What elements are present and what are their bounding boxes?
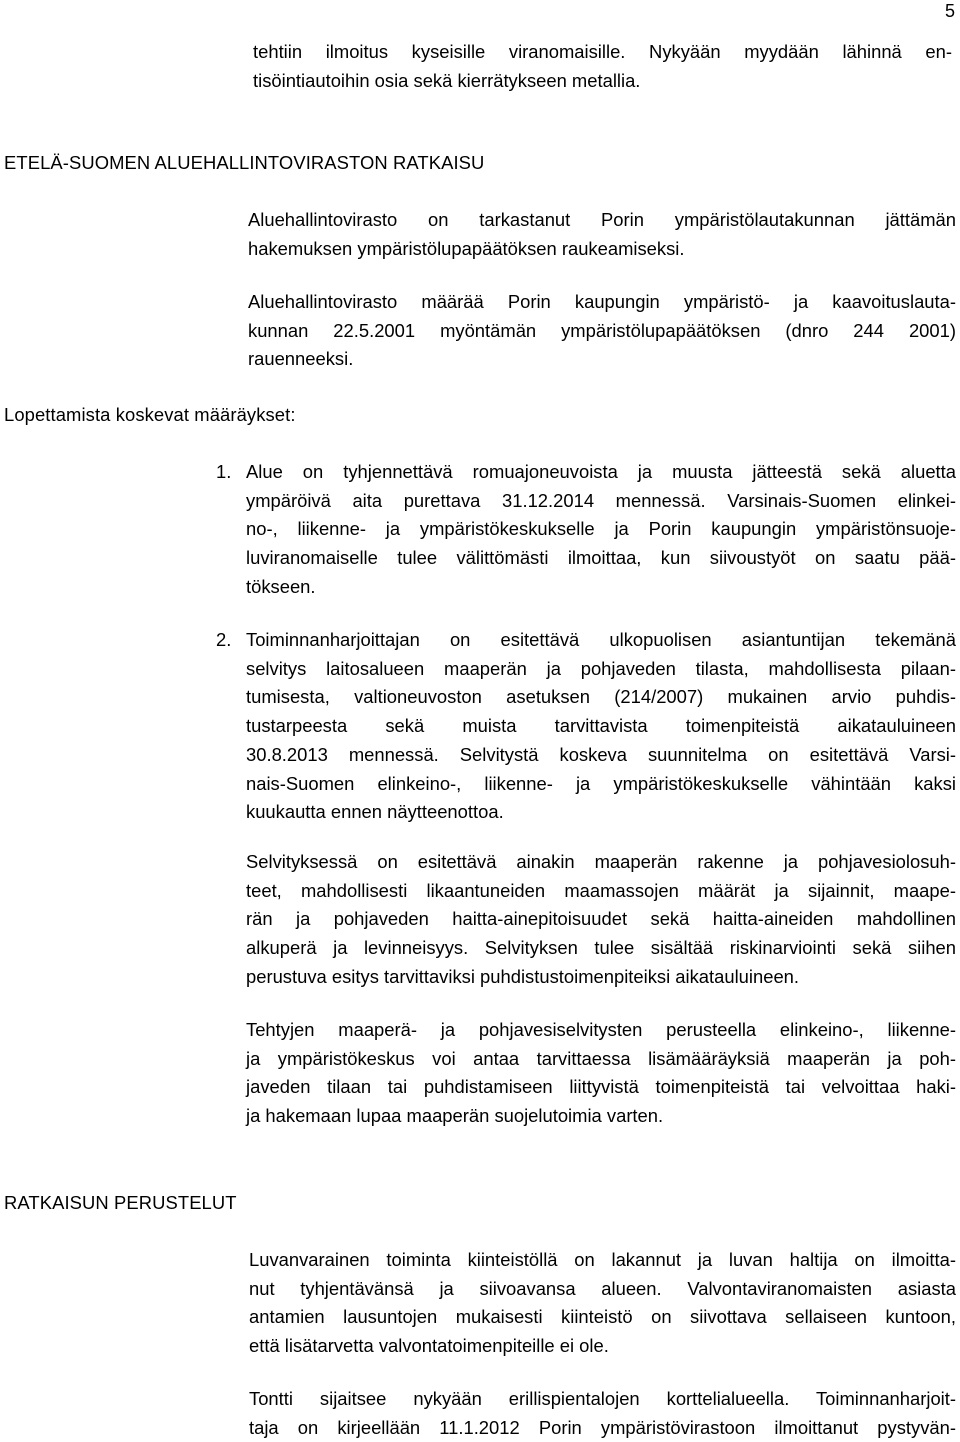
closure-item-2-paragraph-2 bbox=[246, 848, 956, 992]
text-line: tehtiin ilmoitus kyseisille viranomaisille. Nykyään myydään lähinnä en- bbox=[253, 41, 952, 62]
text-line: luviranomaiselle tulee välittömästi ilmoittaa, kun siivoustyöt on saatu pää- bbox=[246, 547, 956, 569]
text-line: alkuperä ja levinneisyys. Selvityksen tulee sisältää riskinarviointi sekä siihen bbox=[246, 937, 956, 959]
text-line: rän ja pohjaveden haitta-ainepitoisuudet sekä haitta-aineiden mahdollinen bbox=[246, 908, 956, 930]
text-line: nais-Suomen elinkeino-, liikenne- ja ympäristökeskukselle vähintään kaksi bbox=[246, 772, 956, 794]
intro-paragraph bbox=[253, 38, 952, 95]
text-line: kuukautta ennen näytteenottoa. bbox=[246, 801, 504, 823]
text-line: antamien lausuntojen mukaisesti kiinteistö on siivottava sellaiseen kuntoon, bbox=[249, 1306, 956, 1328]
text-line: hakemuksen ympäristölupapäätöksen raukeamiseksi. bbox=[248, 237, 685, 259]
text-line: ja ympäristökeskus voi antaa tarvittaessa lisämääräyksiä maaperän ja poh- bbox=[246, 1047, 956, 1069]
text-line: ympäröivä aita purettava 31.12.2014 mennessä. Varsinais-Suomen elinkei- bbox=[246, 489, 956, 511]
reasons-paragraph-2 bbox=[249, 1385, 956, 1442]
list-item-number-1: 1. bbox=[216, 461, 232, 482]
text-line: 30.8.2013 mennessä. Selvitystä koskeva suunnitelma on esitettävä Varsi- bbox=[246, 743, 956, 765]
text-line: no-, liikenne- ja ympäristökeskukselle ja Porin kaupungin ympäristönsuoje- bbox=[246, 518, 956, 540]
text-line: taja on kirjeellään 11.1.2012 Porin ympäristövirastoon ilmoittanut pystyvän- bbox=[249, 1416, 956, 1438]
text-line: Tontti sijaitsee nykyään erillispientalojen korttelialueella. Toiminnanharjoit- bbox=[249, 1388, 956, 1409]
text-line: rauenneeksi. bbox=[248, 348, 354, 370]
text-line: tisöintiautoihin osia sekä kierrätykseen metallia. bbox=[253, 69, 641, 91]
text-line: teet, mahdollisesti likaantuneiden maamassojen määrät ja sijainnit, maape- bbox=[246, 879, 956, 901]
closure-heading: Lopettamista koskevat määräykset: bbox=[4, 404, 296, 425]
text-line: tökseen. bbox=[246, 575, 316, 597]
text-line: tustarpeesta sekä muista tarvittavista toimenpiteistä aikatauluineen bbox=[246, 715, 956, 737]
reasons-paragraph-1 bbox=[249, 1246, 956, 1361]
list-item-number-2: 2. bbox=[216, 629, 232, 650]
decision-heading: ETELÄ-SUOMEN ALUEHALLINTOVIRASTON RATKAISU bbox=[4, 152, 485, 173]
closure-item-2 bbox=[246, 626, 956, 827]
decision-paragraph-2 bbox=[248, 288, 956, 374]
closure-item-2-paragraph-3 bbox=[246, 1016, 956, 1131]
text-line: kunnan 22.5.2001 myöntämän ympäristölupapäätöksen (dnro 244 2001) bbox=[248, 319, 956, 341]
closure-item-1 bbox=[246, 458, 956, 602]
text-line: Luvanvarainen toiminta kiinteistöllä on lakannut ja luvan haltija on ilmoitta- bbox=[249, 1249, 956, 1270]
text-line: ja hakemaan lupaa maaperän suojelutoimia varten. bbox=[246, 1105, 664, 1127]
text-line: Alue on tyhjennettävä romuajoneuvoista ja muusta jätteestä sekä aluetta bbox=[246, 461, 956, 482]
decision-paragraph-1 bbox=[248, 206, 956, 263]
text-line: selvitys laitosalueen maaperän ja pohjaveden tilasta, mahdollisesta pilaan- bbox=[246, 657, 956, 679]
text-line: Aluehallintovirasto on tarkastanut Porin ympäristölautakunnan jättämän bbox=[248, 209, 956, 230]
text-line: Tehtyjen maaperä- ja pohjavesiselvitysten perusteella elinkeino-, liikenne- bbox=[246, 1019, 956, 1040]
text-line: nut tyhjentävänsä ja siivoavansa alueen. Valvontaviranomaisten asiasta bbox=[249, 1277, 956, 1299]
text-line: että lisätarvetta valvontatoimenpiteille ei ole. bbox=[249, 1335, 609, 1357]
page-number: 5 bbox=[944, 1, 955, 21]
text-line: Aluehallintovirasto määrää Porin kaupungin ympäristö- ja kaavoituslauta- bbox=[248, 291, 956, 312]
text-line: javeden tilaan tai puhdistamiseen liittyvistä toimenpiteistä tai velvoittaa haki- bbox=[246, 1076, 956, 1098]
text-line: perustuva esitys tarvittaviksi puhdistustoimenpiteiksi aikatauluineen. bbox=[246, 965, 800, 987]
text-line: Toiminnanharjoittajan on esitettävä ulkopuolisen asiantuntijan tekemänä bbox=[246, 629, 956, 650]
reasons-heading: RATKAISUN PERUSTELUT bbox=[4, 1192, 237, 1213]
text-line: Selvityksessä on esitettävä ainakin maaperän rakenne ja pohjavesiolosuh- bbox=[246, 851, 956, 872]
text-line: tumisesta, valtioneuvoston asetuksen (214/2007) mukainen arvio puhdis- bbox=[246, 686, 956, 708]
